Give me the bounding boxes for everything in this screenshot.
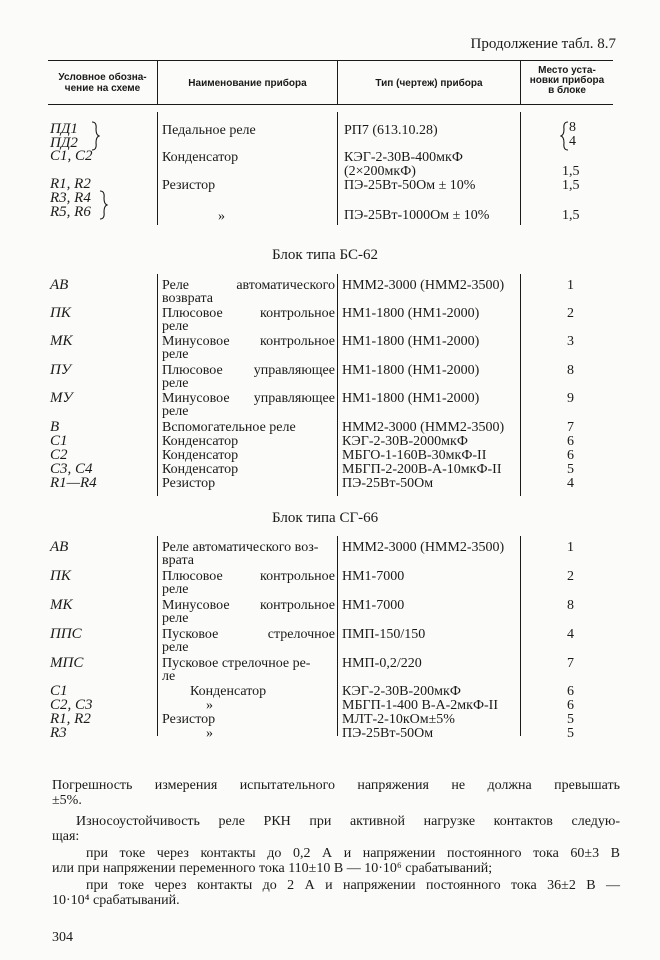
- b2-col-sep-1: [157, 536, 158, 736]
- cap-type-2: (2×200мкФ): [344, 164, 416, 179]
- b1-row9-symbol: С3, С4: [50, 461, 93, 477]
- b2-row3-type: НМ1-7000: [342, 598, 405, 613]
- b1-row3-place: 3: [567, 334, 574, 349]
- res-place-2: 1,5: [562, 208, 580, 223]
- b1-row4-symbol: ПУ: [50, 362, 71, 378]
- header-location: Место уста- новки прибора в блоке: [529, 65, 605, 96]
- res-type-2: ПЭ-25Вт-1000Ом ± 10%: [344, 208, 490, 223]
- b2-row5-name-2: ле: [162, 669, 176, 684]
- b1-row8-place: 6: [567, 448, 574, 463]
- cap-type-1: КЭГ-2-30В-400мкФ: [344, 150, 463, 165]
- pd-place-2: 4: [569, 134, 576, 149]
- top-col-sep-2: [337, 112, 338, 225]
- b1-row9-name: Конденсатор: [162, 462, 239, 477]
- b1-row6-symbol: В: [50, 419, 60, 435]
- brace-icon: [98, 190, 108, 220]
- b2-row1-name-2: врата: [162, 553, 194, 568]
- b2-row6-name: Конденсатор: [190, 684, 267, 699]
- b2-row4-name-1: Пусковое стрелочное: [162, 627, 335, 642]
- b1-row8-name: Конденсатор: [162, 448, 239, 463]
- b1-row6-type: НММ2-3000 (НММ2-3500): [342, 420, 505, 435]
- b1-row4-place: 8: [567, 363, 574, 378]
- b1-row2-name-2: реле: [162, 319, 189, 334]
- b2-col-sep-2: [337, 536, 338, 736]
- b1-row2-name-1: Плюсовое контрольное: [162, 306, 335, 321]
- b1-row1-place: 1: [567, 278, 574, 293]
- b1-col-sep-1: [157, 274, 158, 496]
- b2-row2-type: НМ1-7000: [342, 569, 405, 584]
- b1-row7-type: КЭГ-2-30В-2000мкФ: [342, 434, 468, 449]
- res-symbols-1: R1, R2: [50, 176, 91, 192]
- b2-row5-type: НМП-0,2/220: [342, 656, 422, 671]
- b1-row5-name-2: реле: [162, 404, 189, 419]
- b1-row6-place: 7: [567, 420, 574, 435]
- top-col-sep-1: [157, 112, 158, 225]
- b1-row3-type: НМ1-1800 (НМ1-2000): [342, 334, 480, 349]
- b2-row3-symbol: МК: [50, 597, 73, 613]
- b1-row2-type: НМ1-1800 (НМ1-2000): [342, 306, 480, 321]
- b1-row5-type: НМ1-1800 (НМ1-2000): [342, 391, 480, 406]
- cap-symbol: С1, С2: [50, 148, 93, 164]
- b2-row1-type: НММ2-3000 (НММ2-3500): [342, 540, 505, 555]
- ditto-mark: »: [218, 209, 225, 224]
- pd-type: РП7 (613.10.28): [344, 123, 438, 138]
- b2-row9-type: ПЭ-25Вт-50Ом: [342, 726, 434, 741]
- top-col-sep-3: [520, 112, 521, 225]
- b2-row6-type: КЭГ-2-30В-200мкФ: [342, 684, 461, 699]
- b2-row6-symbol: С1: [50, 683, 68, 699]
- b1-row2-symbol: ПК: [50, 305, 71, 321]
- b2-row4-name-2: реле: [162, 640, 189, 655]
- b2-row1-symbol: АВ: [50, 539, 69, 555]
- b2-row4-type: ПМП-150/150: [342, 627, 426, 642]
- b1-row9-place: 5: [567, 462, 574, 477]
- b1-row3-name-2: реле: [162, 347, 189, 362]
- b1-col-sep-2: [337, 274, 338, 496]
- b1-row10-name: Резистор: [162, 476, 216, 491]
- b1-col-sep-3: [520, 274, 521, 496]
- b1-row7-symbol: С1: [50, 433, 68, 449]
- page-number: 304: [52, 930, 73, 945]
- b1-row2-place: 2: [567, 306, 574, 321]
- b2-row2-symbol: ПК: [50, 568, 71, 584]
- pd-place-1: 8: [569, 120, 576, 135]
- b2-row8-symbol: R1, R2: [50, 711, 91, 727]
- b1-row10-symbol: R1—R4: [50, 475, 97, 491]
- b1-row4-type: НМ1-1800 (НМ1-2000): [342, 363, 480, 378]
- b2-row9-name: »: [206, 726, 213, 741]
- b1-row3-symbol: МК: [50, 333, 73, 349]
- b1-row4-name-1: Плюсовое управляющее: [162, 363, 335, 378]
- pd1-symbol: ПД1: [50, 121, 78, 137]
- header-bottom-rule: [48, 104, 613, 105]
- b1-row4-name-2: реле: [162, 376, 189, 391]
- b2-row7-place: 6: [567, 698, 574, 713]
- b1-row5-name-1: Минусовое управляющее: [162, 391, 335, 406]
- b2-row3-name-1: Минусовое контрольное: [162, 598, 335, 613]
- table-caption: Продолжение табл. 8.7: [470, 36, 616, 52]
- b2-row2-place: 2: [567, 569, 574, 584]
- b1-row1-type: НММ2-3000 (НММ2-3500): [342, 278, 505, 293]
- b2-row7-symbol: С2, С3: [50, 697, 93, 713]
- b2-row9-symbol: R3: [50, 725, 67, 741]
- b1-row10-type: ПЭ-25Вт-50Ом: [342, 476, 434, 491]
- b1-row7-name: Конденсатор: [162, 434, 239, 449]
- b2-row2-name-1: Плюсовое контрольное: [162, 569, 335, 584]
- paragraph-error: Погрешность измерения испытательного напряжения не должна превышать ±5%.: [52, 778, 620, 808]
- b1-row9-type: МБГП-2-200В-А-10мкФ-II: [342, 462, 502, 477]
- b2-row5-symbol: МПС: [50, 655, 84, 671]
- b2-row3-name-2: реле: [162, 611, 189, 626]
- b1-row6-name: Вспомогательное реле: [162, 420, 296, 435]
- b2-row1-name-1: Реле автоматического воз-: [162, 540, 319, 555]
- paragraph-wear: Износоустойчивость реле РКН при активной нагрузке контактов следую- щая:: [52, 814, 620, 844]
- b2-row1-place: 1: [567, 540, 574, 555]
- b1-row3-name-1: Минусовое контрольное: [162, 334, 335, 349]
- b1-row1-name-1: Реле автоматического: [162, 278, 335, 293]
- b1-row1-name-2: возврата: [162, 291, 214, 306]
- paragraph-condition-2: при токе через контакты до 2 А и напряжении постоянного тока 36±2 В — 10·10⁴ срабатываний.: [52, 878, 620, 908]
- b2-row9-place: 5: [567, 726, 574, 741]
- b2-row7-name: »: [206, 698, 213, 713]
- b2-row4-symbol: ППС: [50, 626, 82, 642]
- b1-row7-place: 6: [567, 434, 574, 449]
- brace-icon: [90, 121, 100, 151]
- header-designation: Условное обозна- чение на схеме: [58, 72, 147, 94]
- paragraph-condition-1: при токе через контакты до 0,2 А и напряжении постоянного тока 60±3 В или при напряжении переменного тока 110±10 В — 10·10⁶ срабатываний;: [52, 846, 620, 876]
- b2-row5-name-1: Пусковое стрелочное ре-: [162, 656, 311, 671]
- pd-name: Педальное реле: [162, 123, 256, 138]
- b2-row5-place: 7: [567, 656, 574, 671]
- b2-row8-name: Резистор: [162, 712, 216, 727]
- res-place-1: 1,5: [562, 178, 580, 193]
- cap-name: Конденсатор: [162, 150, 239, 165]
- b2-row4-place: 4: [567, 627, 574, 642]
- b1-row1-symbol: АВ: [50, 277, 69, 293]
- b1-row8-type: МБГО-1-160В-30мкФ-II: [342, 448, 487, 463]
- b1-row8-symbol: С2: [50, 447, 68, 463]
- b2-row6-place: 6: [567, 684, 574, 699]
- header-top-rule: [48, 60, 613, 61]
- cap-place: 1,5: [562, 164, 580, 179]
- b2-row8-place: 5: [567, 712, 574, 727]
- block2-title: Блок типа СГ-66: [272, 510, 379, 526]
- pd2-symbol: ПД2: [50, 135, 78, 151]
- b2-col-sep-3: [520, 536, 521, 736]
- res-name: Резистор: [162, 178, 216, 193]
- res-type-1: ПЭ-25Вт-50Ом ± 10%: [344, 178, 476, 193]
- header-device-name: Наименование прибора: [188, 78, 307, 89]
- b1-row5-symbol: МУ: [50, 390, 73, 406]
- res-symbols-3: R5, R6: [50, 204, 91, 220]
- b2-row3-place: 8: [567, 598, 574, 613]
- b2-row8-type: МЛТ-2-10кОм±5%: [342, 712, 455, 727]
- header-device-type: Тип (чертеж) прибора: [375, 78, 483, 89]
- b2-row7-type: МБГП-1-400 В-А-2мкФ-II: [342, 698, 498, 713]
- block1-title: Блок типа БС-62: [272, 247, 378, 263]
- b2-row2-name-2: реле: [162, 582, 189, 597]
- res-symbols-2: R3, R4: [50, 190, 91, 206]
- b1-row10-place: 4: [567, 476, 574, 491]
- b1-row5-place: 9: [567, 391, 574, 406]
